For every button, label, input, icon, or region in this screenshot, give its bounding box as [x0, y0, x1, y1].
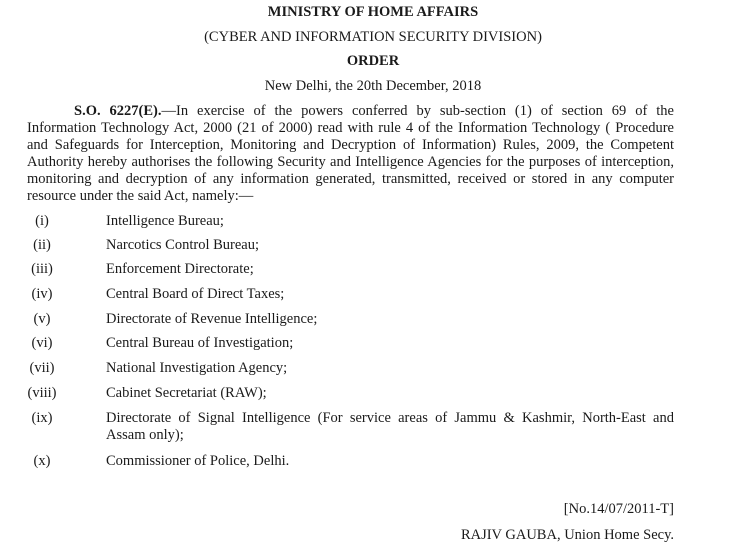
item-text: Central Bureau of Investigation;	[106, 335, 294, 351]
item-text-continued: Assam only);	[106, 427, 184, 443]
item-number: (vi)	[31, 335, 53, 351]
place-date: New Delhi, the 20th December, 2018	[264, 78, 482, 94]
item-text: Commissioner of Police, Delhi.	[106, 453, 290, 469]
item-text: Directorate of Signal Intelligence (For service areas of Jammu & Kashmir, North-East and	[106, 410, 674, 426]
item-text: Intelligence Bureau;	[106, 213, 224, 229]
paragraph-line: resource under the said Act, namely:—	[27, 188, 254, 204]
item-text: Central Board of Direct Taxes;	[106, 286, 285, 302]
item-number: (ix)	[31, 410, 53, 426]
item-text: National Investigation Agency;	[106, 360, 288, 376]
order-paragraph	[27, 103, 674, 205]
order-title: ORDER	[346, 53, 400, 69]
paragraph-line: monitoring and decryption of any information generated, transmitted, received or stored in any computer	[27, 171, 674, 187]
item-text: Narcotics Control Bureau;	[106, 237, 260, 253]
paragraph-line: and Safeguards for Interception, Monitoring and Decryption of Information) Rules, 2009, the Competent	[27, 137, 674, 153]
item-text: Directorate of Revenue Intelligence;	[106, 311, 318, 327]
so-number: S.O. 6227(E).	[74, 103, 162, 119]
item-number: (v)	[33, 311, 51, 327]
ministry-heading: MINISTRY OF HOME AFFAIRS	[267, 4, 479, 20]
signatory: RAJIV GAUBA, Union Home Secy.	[460, 527, 674, 543]
paragraph-line: Information Technology Act, 2000 (21 of 2000) read with rule 4 of the Information Technology ( Procedure	[27, 120, 674, 136]
item-number: (vii)	[29, 360, 55, 376]
item-text: Enforcement Directorate;	[106, 261, 254, 277]
division-heading: (CYBER AND INFORMATION SECURITY DIVISION)	[204, 29, 542, 45]
item-number: (viii)	[27, 385, 57, 401]
item-number: (i)	[35, 213, 49, 229]
file-reference: [No.14/07/2011-T]	[563, 501, 674, 517]
item-number: (iii)	[31, 261, 53, 277]
item-text: Cabinet Secretariat (RAW);	[106, 385, 267, 401]
paragraph-line: S.O. 6227(E).—In exercise of the powers conferred by sub-section (1) of section 69 of the	[74, 103, 674, 119]
paragraph-line: Authority hereby authorises the following Security and Intelligence Agencies for the purposes of interception,	[27, 154, 674, 170]
item-number: (ii)	[33, 237, 51, 253]
item-number: (iv)	[31, 286, 53, 302]
item-number: (x)	[33, 453, 51, 469]
